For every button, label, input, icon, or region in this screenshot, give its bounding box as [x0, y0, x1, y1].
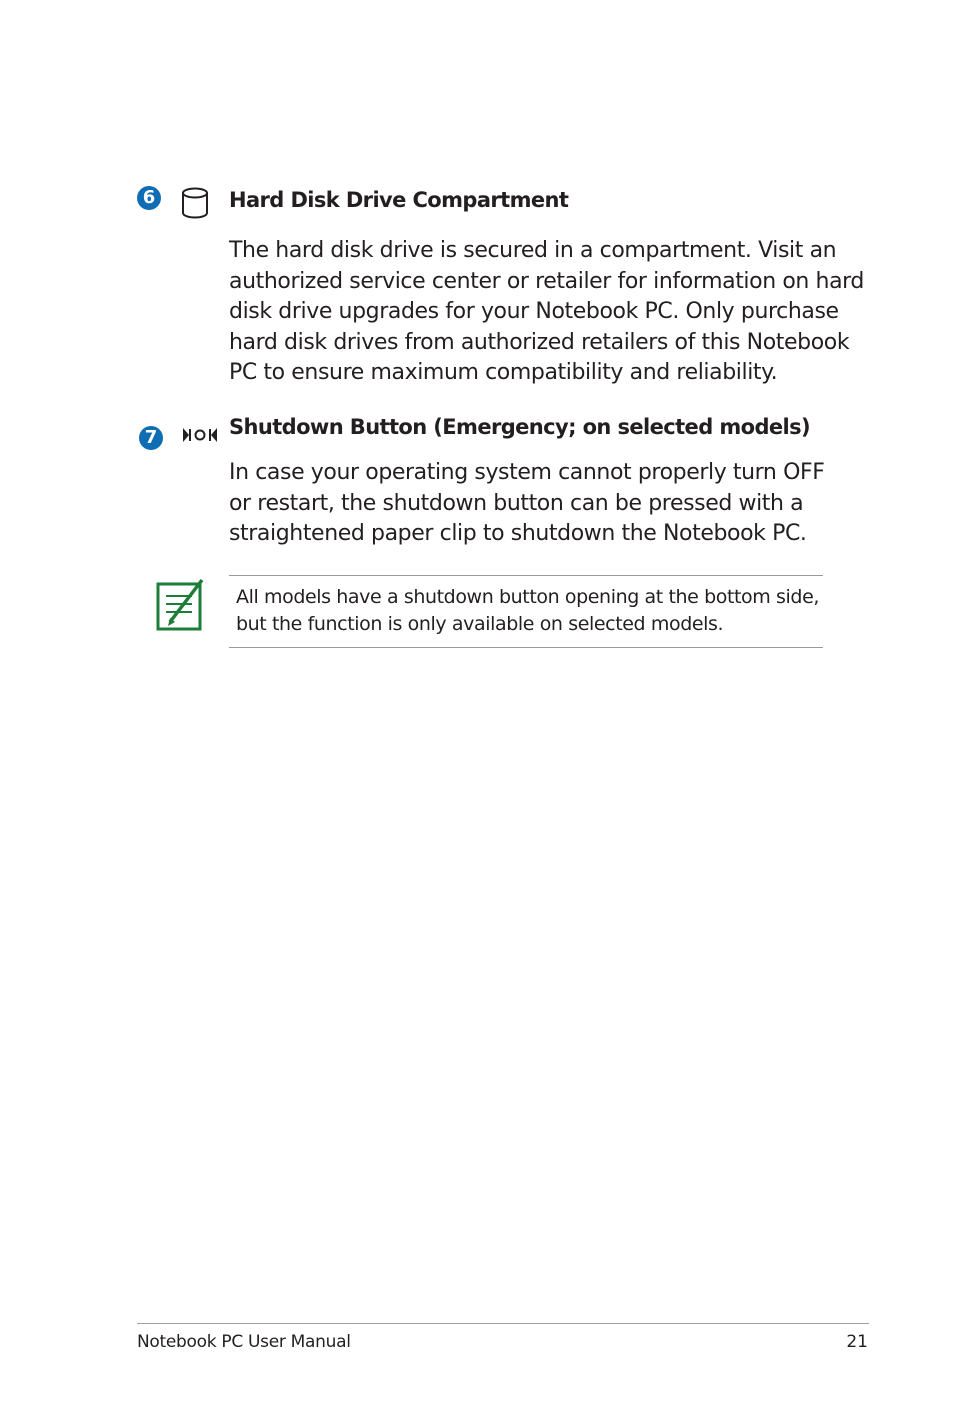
- footer-title: Notebook PC User Manual: [137, 1332, 351, 1352]
- section-number-badge: 7: [139, 426, 163, 450]
- shutdown-icon: [181, 426, 219, 448]
- note-line: but the function is only available on selected models.: [236, 613, 724, 635]
- body-line: or restart, the shutdown button can be pressed with a: [229, 490, 804, 516]
- hard-disk-icon: [181, 186, 211, 224]
- section-heading: Hard Disk Drive Compartment: [229, 188, 569, 212]
- body-line: hard disk drives from authorized retailers of this Notebook: [229, 329, 850, 355]
- section-body: [229, 458, 829, 550]
- section-body: [229, 236, 864, 389]
- note-top-divider: [229, 575, 823, 576]
- body-line: In case your operating system cannot properly turn OFF: [229, 460, 825, 485]
- note-icon: [156, 576, 206, 636]
- section-number-badge: 6: [137, 186, 161, 210]
- footer-divider: [137, 1323, 869, 1324]
- page-number: 21: [846, 1332, 868, 1352]
- body-line: The hard disk drive is secured in a compartment. Visit an: [229, 238, 837, 263]
- note-text: [236, 584, 826, 638]
- note-line: All models have a shutdown button opening at the bottom side,: [236, 586, 819, 608]
- body-line: PC to ensure maximum compatibility and reliability.: [229, 360, 778, 385]
- section-heading: Shutdown Button (Emergency; on selected models): [229, 415, 811, 439]
- note-bottom-divider: [229, 647, 823, 648]
- body-line: authorized service center or retailer for information on hard: [229, 268, 864, 294]
- body-line: disk drive upgrades for your Notebook PC. Only purchase: [229, 299, 839, 324]
- body-line: straightened paper clip to shutdown the Notebook PC.: [229, 521, 807, 546]
